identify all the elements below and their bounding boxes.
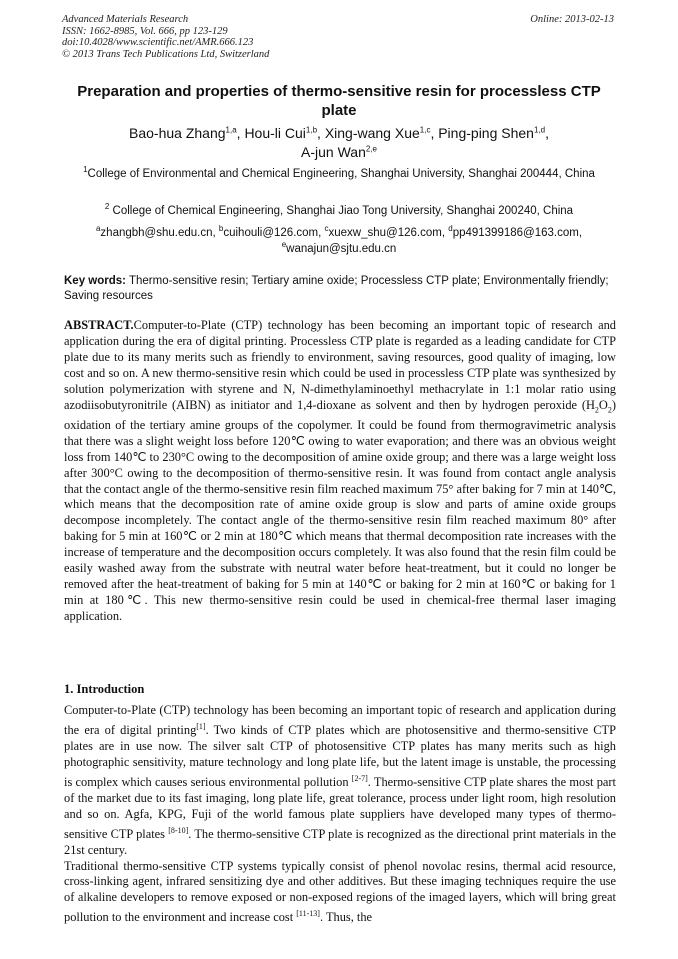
paragraph-text: . The thermo-sensitive CTP plate is recognized as the directional print materials in the 21st century. — [64, 826, 616, 857]
paragraph — [64, 859, 616, 927]
paragraph-text: . Thus, the — [319, 910, 373, 925]
affiliation-mark: 1 — [83, 165, 88, 175]
journal-header — [62, 14, 269, 60]
affiliation-1 — [60, 166, 618, 182]
keywords-label: Key words: — [64, 275, 126, 287]
abstract-text: O — [598, 397, 608, 412]
affiliation-text: College of Chemical Engineering, Shanghai Jiao Tong University, Shanghai 200240, China — [109, 205, 574, 217]
author-name: Xing-wang Xue — [324, 125, 420, 141]
email-list: $^a$zhangbh@shu.edu.cn, $^b$cuihouli@126.com, $^c$xuexw_shu@126.com, $^d$pp491399186@163.com, $^e$wanajun@sjtu.edu.cn — [95, 224, 583, 255]
abstract — [64, 318, 616, 625]
email-mark: a — [95, 224, 101, 234]
doi-line: doi:10.4028/www.scientific.net/AMR.666.123 — [62, 37, 254, 48]
affiliation-mark: 2 — [104, 202, 110, 212]
paper-title: Preparation and properties of thermo-sensitive resin for processless CTP plate — [77, 83, 601, 119]
issn-line: ISSN: 1662-8985, Vol. 666, pp 123-129 — [62, 25, 228, 37]
email-address: zhangbh@shu.edu.cn — [100, 227, 213, 239]
online-date: Online: 2013-02-13 — [530, 14, 614, 25]
author-affiliation-mark: 1,c — [419, 125, 431, 135]
author-name: Bao-hua Zhang — [129, 125, 226, 141]
journal-name: Advanced Materials Research — [62, 14, 189, 25]
citation: [8-10] — [168, 825, 189, 835]
email-mark: e — [281, 240, 287, 250]
keywords — [64, 274, 616, 304]
abstract-text: ) oxidation of the tertiary amine groups of the copolymer. It could be found from thermogravimetric analysis that there was a slight weight loss before 120℃ owing to water evaporation; and there was an obvious weight loss from 140℃ to 230°C owing to the decomposition of amine oxide group; and there was a large weight loss after 300°C owing to the decomposition of thermo-sensitive resin. It was found from contact angle analysis that the contact angle of the thermo-sensitive resin film reached maximum 75° after baking for 7 min at 140℃, which means that the decomposition rate of amine oxide group is slow and parts of amine oxide groups decompose incompletely. The contact angle of the thermo-sensitive resin film reached maximum 80° after baking for 5 min at 160℃ or 2 min at 180℃ which means that thermal decomposition rate increases with the increase of temperature and the decomposition occurs completely. It was also found that the resin film could be easily washed away from the substrate with neutral water before heat-treatment, but it could no longer be removed after the heat-treatment of baking for 5 min at 140℃ or baking for 2 min at 160℃ or baking for 1 min at 180℃. This new thermo-sensitive resin could be used in chemical-free thermal laser imaging application. — [64, 397, 616, 623]
email-address: cuihouli@126.com — [223, 227, 319, 239]
paragraph-text: . Two kinds of CTP plates which are photosensitive and thermo-sensitive CTP plates are in use now. The silver salt CTP of photosensitive CTP plates has many merits such as high photographic sensitivity, mature technology and long plate life, but the latent image is unstable, the processing is complex which causes serious environmental pollution — [64, 723, 616, 789]
email-mark: d — [448, 224, 453, 234]
citation: [11-13] — [296, 909, 320, 919]
subscript: 2 — [594, 405, 599, 414]
email-mark: c — [324, 224, 329, 234]
affiliation-2 — [60, 203, 618, 219]
citation: [1] — [196, 721, 206, 731]
author-name: A-jun Wan — [301, 144, 366, 160]
paragraph-text: Traditional thermo-sensitive CTP systems typically consist of phenol novolac resins, thermal acid resource, cross-linking agent, infrared sensitizing dye and other additives. But these imaging techniques require the use of alkaline developers to remove exposed or non-exposed regions of the imaged layers, which will bring great pollution to the environment and increase cost — [64, 858, 616, 925]
author-affiliation-mark: 1,d — [533, 125, 546, 135]
author-name: Ping-ping Shen — [438, 125, 534, 141]
paragraph-text: . Thermo-sensitive CTP plate shares the most part of the market due to its fast imaging, long plate life, great tolerance, process under light room, high resolution and so on. Agfa, KPG, Fuji of the world famous plate suppliers have developed many types of thermo-sensitive CTP plates — [64, 774, 616, 841]
abstract-text: Computer-to-Plate (CTP) technology has been becoming an important topic of research and application during the era of digital printing. Processless CTP plate is regarded as a leading candidate for CTP plate due to its many merits such as friendly to environment, saving resources, good quality of imaging, low cost and so on. A new thermo-sensitive resin which could be used in processless CTP plate was synthesized by solution polymerization with styrene and N, N-dimethylaminoethyl methacrylate in 1:1 molar ratio using azodiisobutyronitrile (AIBN) as initiator and 1,4-dioxane as solvent and then by hydrogen peroxide (H — [64, 318, 616, 412]
section-heading: 1. Introduction — [64, 682, 145, 696]
copyright-line: © 2013 Trans Tech Publications Ltd, Switzerland — [62, 48, 270, 60]
email-address: wanajun@sjtu.edu.cn — [286, 243, 397, 255]
introduction-text — [64, 703, 616, 926]
author-affiliation-mark: 1,b — [305, 125, 318, 135]
paragraph — [64, 703, 616, 859]
author-affiliation-mark: 2,e — [365, 144, 377, 154]
subscript: 2 — [607, 405, 612, 414]
email-address: pp491399186@163.com — [452, 227, 579, 239]
author-list: Bao-hua Zhang$^{1,a}$, Hou-li Cui$^{1,b}$, Xing-wang Xue$^{1,c}$, Ping-ping Shen$^{1,d}$, A-jun Wan$^{2,e}$ — [129, 125, 549, 160]
author-name: Hou-li Cui — [244, 125, 306, 141]
affiliation-text: College of Environmental and Chemical Engineering, Shanghai University, Shanghai 200444, China — [87, 168, 595, 180]
paragraph-text: Computer-to-Plate (CTP) technology has been becoming an important topic of research and application during the era of digital printing — [64, 703, 616, 738]
author-affiliation-mark: 1,a — [225, 125, 237, 135]
email-address: xuexw_shu@126.com — [328, 227, 442, 239]
abstract-label: ABSTRACT. — [64, 318, 134, 332]
citation: [2-7] — [351, 773, 368, 783]
keywords-text: Thermo-sensitive resin; Tertiary amine oxide; Processless CTP plate; Environmentally friendly; Saving resources — [64, 275, 609, 302]
email-mark: b — [218, 224, 224, 234]
